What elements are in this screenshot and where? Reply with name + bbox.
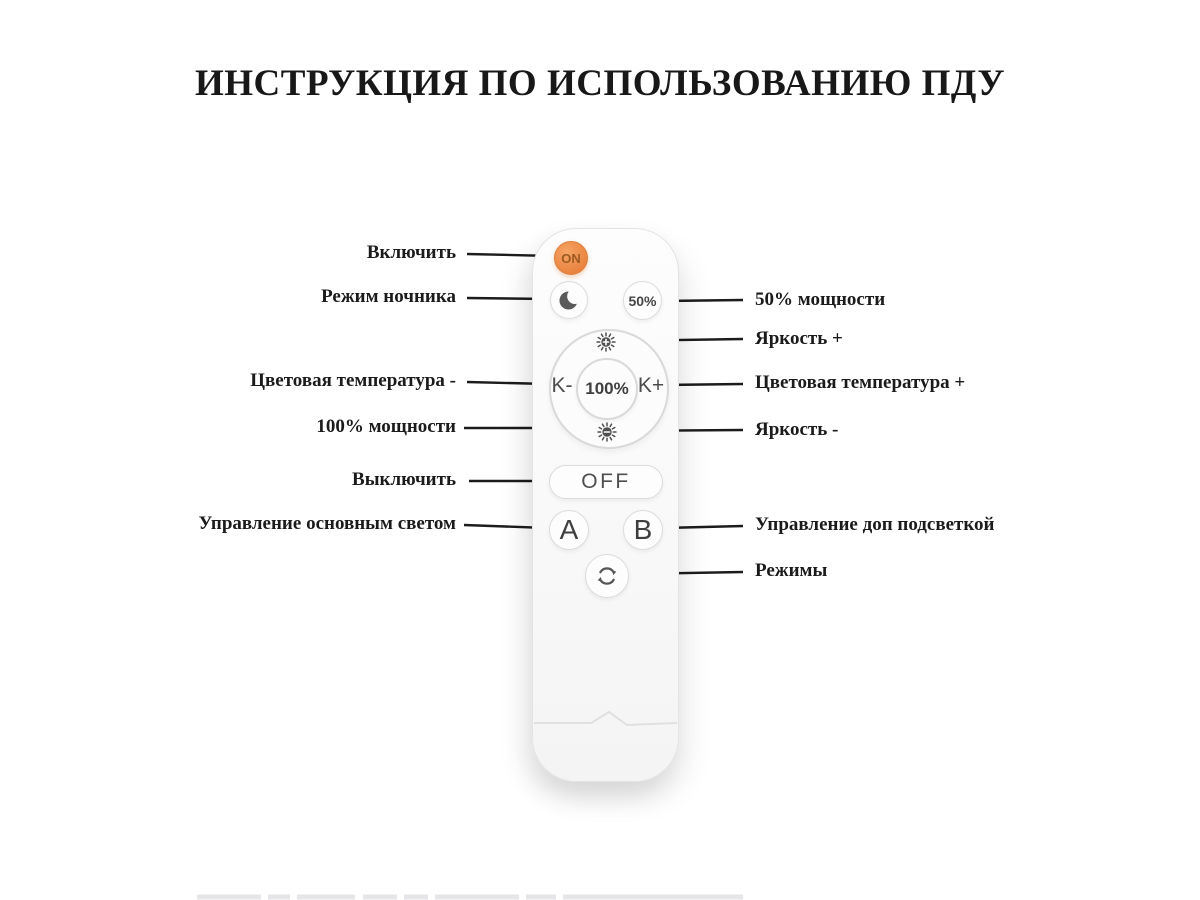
modes-button bbox=[585, 554, 629, 598]
sun-plus-icon bbox=[595, 331, 617, 353]
label-night-mode: Режим ночника bbox=[321, 286, 456, 307]
cycle-arrows-icon bbox=[594, 563, 620, 589]
remote-control-body bbox=[532, 228, 679, 782]
brightness-down-button bbox=[596, 421, 618, 443]
sun-minus-icon bbox=[596, 421, 618, 443]
label-main-light: Управление основным светом bbox=[198, 513, 456, 534]
aux-light-button: B bbox=[623, 510, 663, 550]
label-modes: Режимы bbox=[755, 560, 828, 581]
half-power-button: 50% bbox=[623, 281, 662, 320]
temp-down-button: K- bbox=[551, 374, 573, 397]
label-brightness-minus: Яркость - bbox=[755, 419, 839, 440]
full-power-button: 100% bbox=[576, 358, 638, 420]
temp-up-button: K+ bbox=[637, 374, 665, 397]
label-aux-light: Управление доп подсветкой bbox=[755, 514, 995, 535]
label-brightness-plus: Яркость + bbox=[755, 328, 843, 349]
label-half-power: 50% мощности bbox=[755, 289, 886, 310]
label-temp-minus: Цветовая температура - bbox=[250, 370, 456, 391]
off-button: OFF bbox=[549, 465, 663, 499]
page-title: ИНСТРУКЦИЯ ПО ИСПОЛЬЗОВАНИЮ ПДУ bbox=[195, 63, 1005, 104]
label-full-power: 100% мощности bbox=[316, 416, 456, 437]
crescent-moon-icon bbox=[556, 287, 582, 313]
brightness-up-button bbox=[595, 331, 617, 353]
main-light-button: A bbox=[549, 510, 589, 550]
label-power-on: Включить bbox=[366, 242, 456, 263]
label-power-off: Выключить bbox=[352, 469, 456, 490]
on-button: ON bbox=[554, 241, 588, 275]
label-temp-plus: Цветовая температура + bbox=[755, 372, 966, 393]
night-mode-button bbox=[550, 281, 588, 319]
